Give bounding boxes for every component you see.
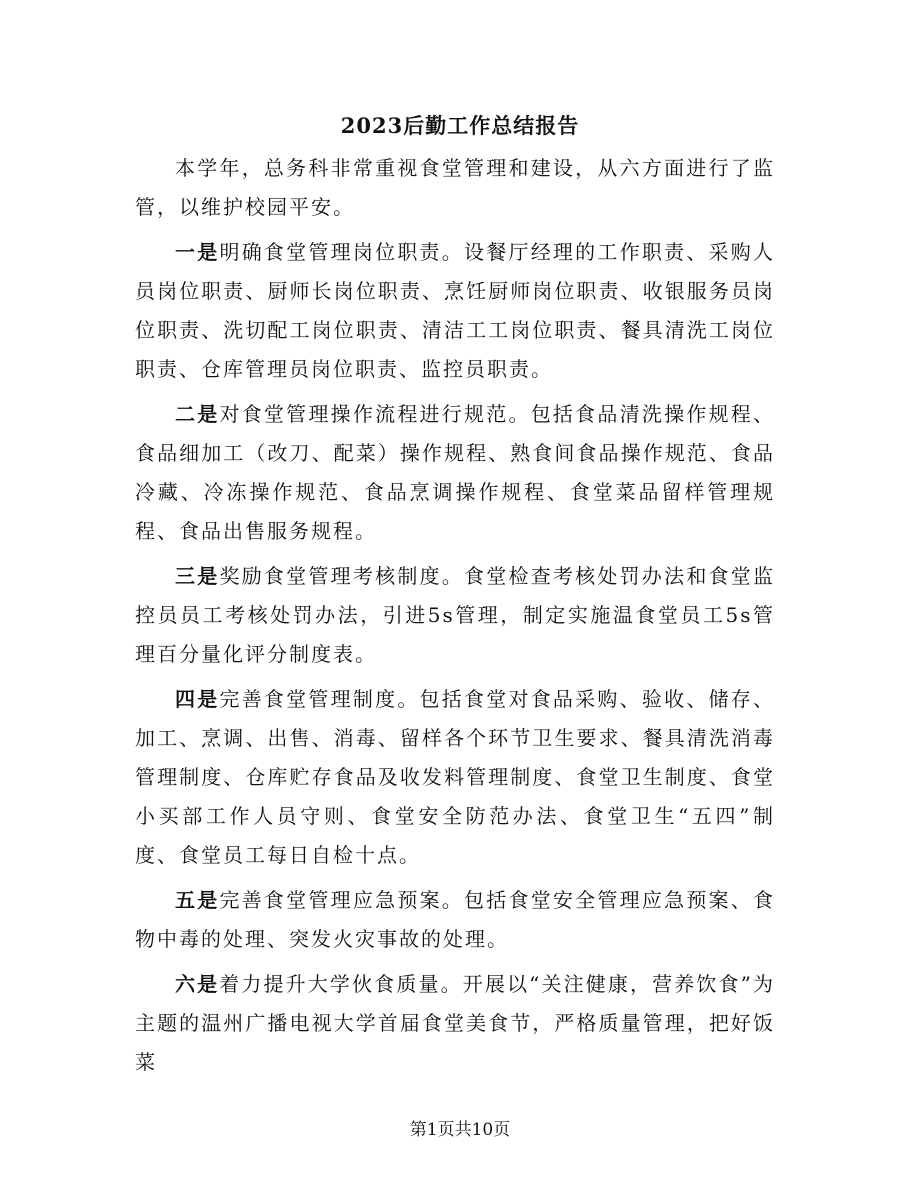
paragraph-item-1 (135, 233, 775, 389)
paragraph-text: 对食堂管理操作流程进行规范。包括食品清洗操作规程、食品细加工（改刀、配菜）操作规程、熟食间食品操作规范、食品冷藏、冷冻操作规范、食品烹调操作规程、食堂菜品留样管理规程、食品出售服务规程。 (135, 402, 776, 543)
paragraph-lead: 三是 (175, 564, 220, 588)
paragraph-item-2 (135, 395, 775, 551)
paragraph-text: 着力提升大学伙食质量。开展以“关注健康，营养饮食”为主题的温州广播电视大学首届食堂美食节，严格质量管理，把好饭菜 (135, 972, 775, 1074)
paragraph-item-3 (135, 557, 775, 674)
paragraph-lead: 一是 (175, 240, 220, 264)
paragraph-item-4 (135, 680, 775, 875)
paragraph-lead: 四是 (175, 687, 220, 711)
paragraph-text: 完善食堂管理应急预案。包括食堂安全管理应急预案、食物中毒的处理、突发火灾事故的处理。 (135, 888, 776, 951)
paragraph-item-5 (135, 881, 775, 959)
document-body (135, 149, 775, 1088)
paragraph-text: 本学年，总务科非常重视食堂管理和建设，从六方面进行了监管，以维护校园平安。 (135, 156, 775, 219)
document-title: 2023后勤工作总结报告 (340, 113, 580, 138)
paragraph-item-6 (135, 965, 775, 1082)
paragraph-text: 完善食堂管理制度。包括食堂对食品采购、验收、储存、加工、烹调、出售、消毒、留样各个环节卫生要求、餐具清洗消毒管理制度、仓库贮存食品及收发料管理制度、食堂卫生制度、食堂小买部工作人员守则、食堂安全防范办法、食堂卫生“五四”制度、食堂员工每日自检十点。 (135, 687, 776, 867)
paragraph-lead: 五是 (175, 888, 220, 912)
paragraph-intro (135, 149, 775, 227)
paragraph-lead: 六是 (175, 972, 220, 996)
paragraph-text: 明确食堂管理岗位职责。设餐厅经理的工作职责、采购人员岗位职责、厨师长岗位职责、烹饪厨师岗位职责、收银服务员岗位职责、洗切配工岗位职责、清洁工工岗位职责、餐具清洗工岗位职责、仓库管理员岗位职责、监控员职责。 (135, 240, 776, 381)
paragraph-text: 奖励食堂管理考核制度。食堂检查考核处罚办法和食堂监控员员工考核处罚办法，引进5s管理，制定实施温食堂员工5s管理百分量化评分制度表。 (135, 564, 776, 666)
page-number-footer: 第1页共10页 (409, 1120, 511, 1140)
paragraph-lead: 二是 (175, 402, 220, 426)
